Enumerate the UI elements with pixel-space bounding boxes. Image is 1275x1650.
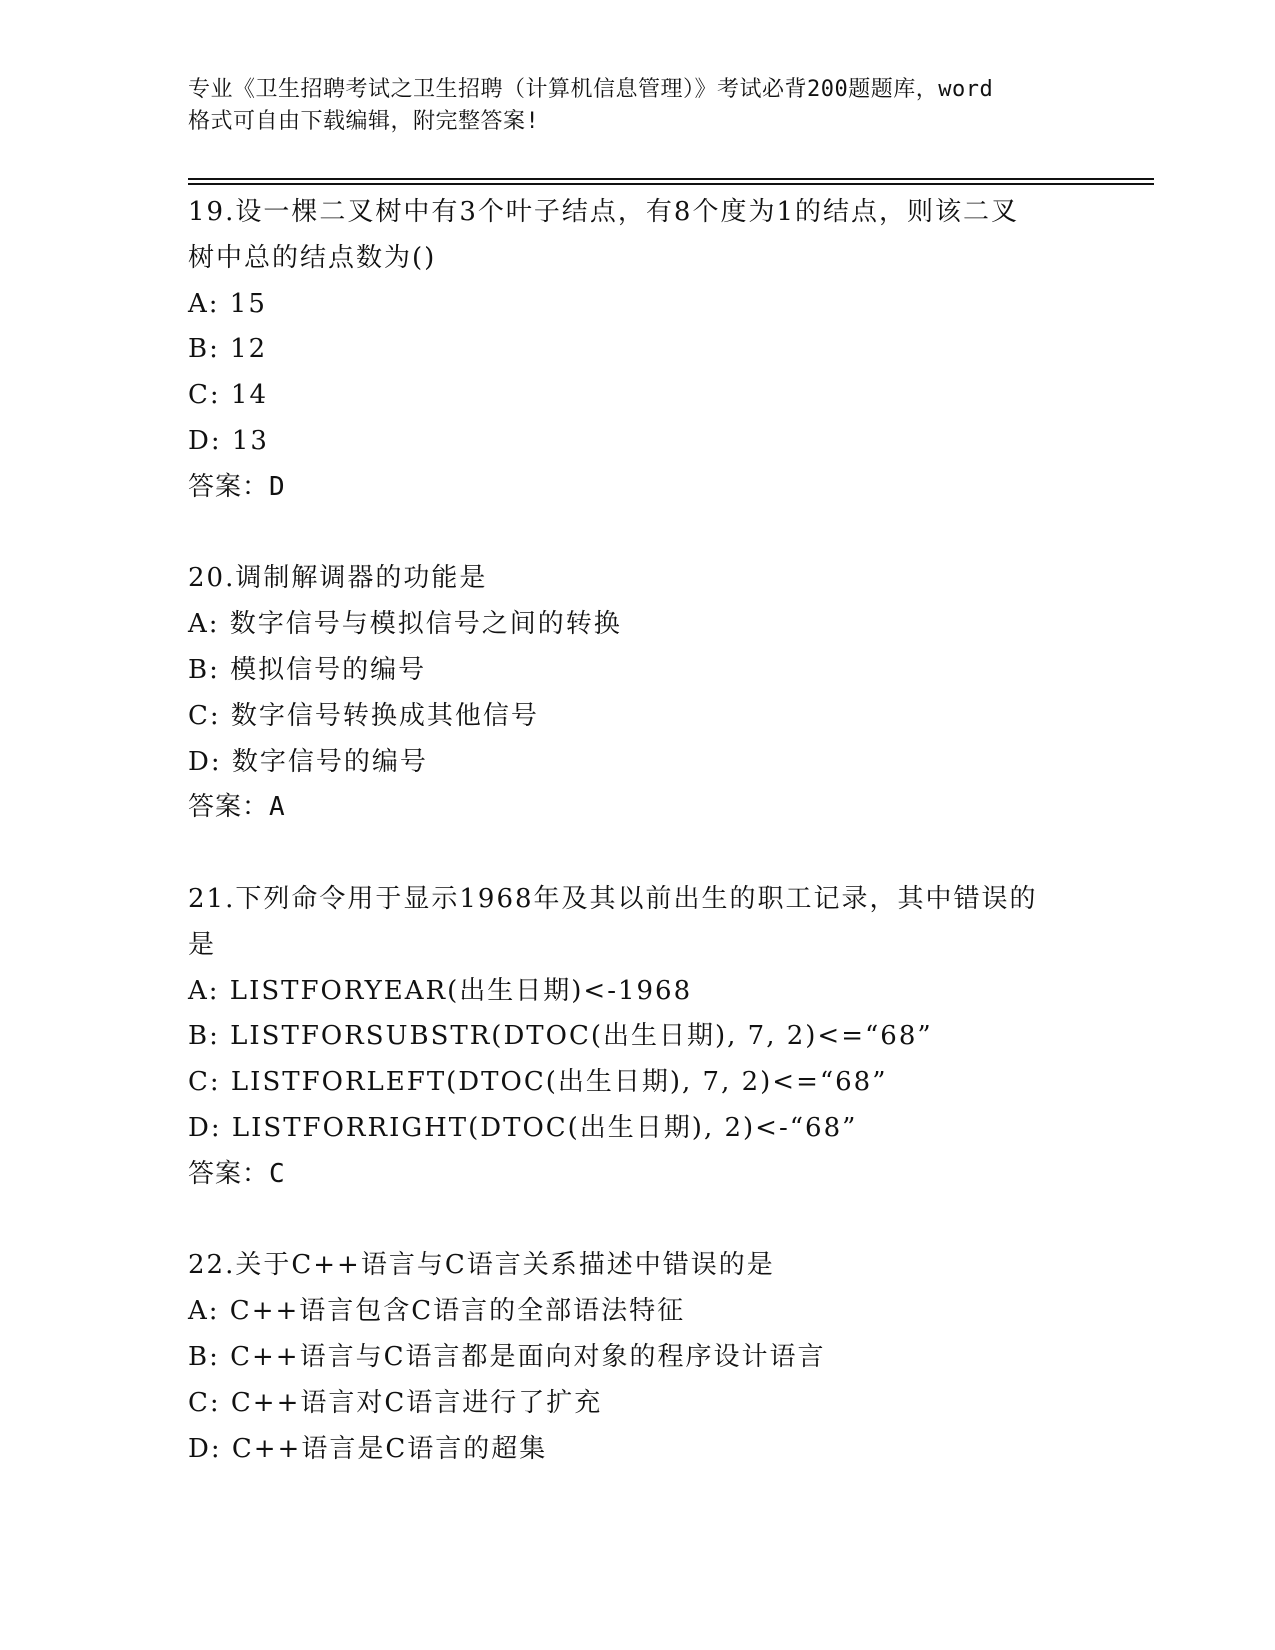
question-22	[188, 1243, 1088, 1472]
header-line-2: 格式可自由下载编辑，附完整答案!	[188, 109, 540, 134]
option-b: B: 12	[188, 334, 268, 365]
answer-value: C	[269, 1158, 286, 1189]
option-c: C: 14	[188, 380, 269, 411]
option-a: A: C++语言包含C语言的全部语法特征	[188, 1296, 686, 1327]
document-header	[188, 74, 1088, 138]
question-21-text-line-1: 21.下列命令用于显示1968年及其以前出生的职工记录，其中错误的	[188, 883, 1038, 914]
spacer	[188, 831, 1088, 877]
answer	[188, 785, 1088, 831]
option-c: C: LISTFORLEFT(DTOC(出生日期), 7, 2)<=“68”	[188, 1067, 888, 1098]
question-number: 21.	[188, 883, 236, 914]
option-d: D: C++语言是C语言的超集	[188, 1433, 548, 1464]
option-b: B: 模拟信号的编号	[188, 654, 427, 685]
answer	[188, 465, 1088, 511]
option-d: D: LISTFORRIGHT(DTOC(出生日期), 2)<-“68”	[188, 1112, 858, 1143]
answer-value: D	[269, 471, 286, 502]
option-c: C: C++语言对C语言进行了扩充	[188, 1387, 603, 1418]
question-21	[188, 877, 1088, 1198]
question-20-text-line-1: 20.调制解调器的功能是	[188, 563, 488, 594]
question-20	[188, 556, 1088, 831]
header-line-1: 专业《卫生招聘考试之卫生招聘（计算机信息管理）》考试必背200题题库，word	[188, 77, 994, 102]
option-c: C: 数字信号转换成其他信号	[188, 700, 539, 731]
answer-label: 答案：	[188, 471, 270, 502]
question-22-text-line-1: 22.关于C++语言与C语言关系描述中错误的是	[188, 1250, 775, 1281]
question-19-text-line-2: 树中总的结点数为()	[188, 242, 437, 273]
question-list	[188, 190, 1088, 1472]
option-a: A: LISTFORYEAR(出生日期)<-1968	[188, 975, 693, 1006]
question-19	[188, 190, 1088, 511]
question-21-text-line-2: 是	[188, 929, 217, 960]
question-number: 19.	[188, 197, 236, 227]
option-a: A: 数字信号与模拟信号之间的转换	[188, 609, 622, 640]
answer-value: A	[269, 792, 286, 823]
answer-label: 答案：	[188, 1158, 270, 1189]
option-b: B: C++语言与C语言都是面向对象的程序设计语言	[188, 1341, 826, 1372]
question-number: 22.	[188, 1250, 236, 1281]
spacer	[188, 511, 1088, 557]
question-19-text-line-1: 19.设一棵二叉树中有3个叶子结点，有8个度为1的结点，则该二叉	[188, 197, 1019, 227]
header-divider-top	[188, 178, 1154, 180]
answer	[188, 1152, 1088, 1198]
option-d: D: 13	[188, 425, 269, 456]
answer-label: 答案：	[188, 792, 270, 823]
option-a: A: 15	[188, 288, 267, 319]
option-b: B: LISTFORSUBSTR(DTOC(出生日期), 7, 2)<=“68”	[188, 1021, 933, 1052]
question-number: 20.	[188, 563, 236, 594]
option-d: D: 数字信号的编号	[188, 746, 428, 777]
header-divider-bottom	[188, 183, 1154, 185]
spacer	[188, 1198, 1088, 1244]
